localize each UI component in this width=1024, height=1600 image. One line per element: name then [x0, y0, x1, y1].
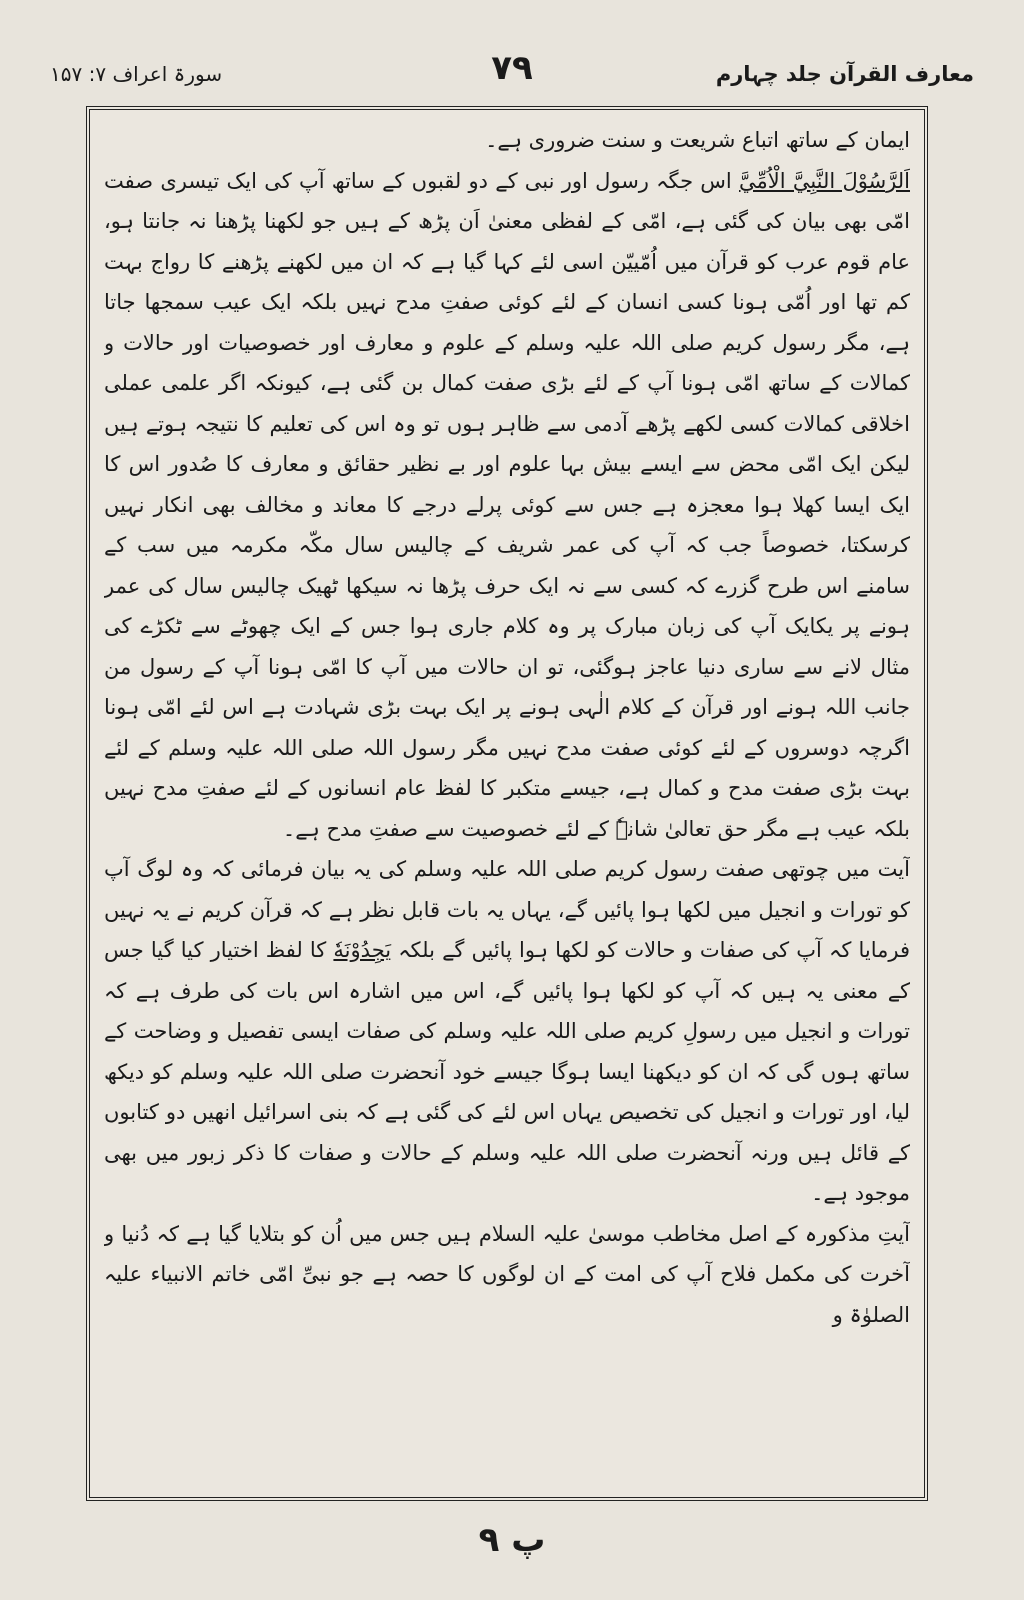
paragraph-3 — [104, 849, 910, 1214]
arabic-word-yajidunahu: يَجِدُوْنَهٗ — [333, 938, 392, 962]
book-title: معارف القرآن جلد چہارم — [715, 62, 974, 86]
paragraph-2-text: اس جگہ رسول اور نبی کے دو لقبوں کے ساتھ آپ کی ایک تیسری صفت امّی بھی بیان کی گئی ہے، امّی کے لفظی معنیٰ اَن پڑھ کے ہیں جو لکھنا پڑھنا نہ جانتا ہو، عام قوم عرب کو قرآن میں اُمّییّن اسی لئے کہا گیا ہے کہ ان میں لکھنے پڑھنے کا رواج بہت کم تھا اور اُمّی ہونا کسی انسان کے لئے کوئی صفتِ مدح نہیں بلکہ ایک عیب سمجھا جاتا ہے، مگر رسول کریم صلی اللہ علیہ وسلم کے علوم و معارف اور خصوصیات اور حالات و کمالات کے ساتھ امّی ہونا آپ کے لئے بڑی صفت کمال بن گئی ہے، کیونکہ اگر علمی عملی اخلاقی کمالات کسی لکھے پڑھے آدمی سے ظاہر ہوں تو وہ اس کی تعلیم کا نتیجہ ہوتے ہیں لیکن ایک امّی محض سے ایسے بیش بہا علوم اور بے نظیر حقائق و معارف کا صُدور اس کا ایک ایسا کھلا ہوا معجزہ ہے جس سے کوئی پرلے درجے کا معاند و مخالف بھی انکار نہیں کرسکتا، خصوصاً جب کہ آپ کی عمر شریف کے چالیس سال مکّہ مکرمہ میں سب کے سامنے اس طرح گزرے کہ کسی سے نہ ایک حرف پڑھا نہ سیکھا ٹھیک چالیس سال کی عمر ہونے پر یکایک آپ کی زبان مبارک پر وہ کلام جاری ہوا جس کے ایک چھوٹے سے ٹکڑے کی مثال لانے سے ساری دنیا عاجز ہوگئی، تو ان حالات میں آپ کا امّی ہونا آپ کے رسول من جانب اللہ ہونے اور قرآن کے کلام الٰہی ہونے پر ایک بہت بڑی شہادت ہے اس لئے امّی ہونا اگرچہ دوسروں کے لئے کوئی صفت مدح نہیں مگر رسول اللہ صلی اللہ علیہ وسلم کے لئے بہت بڑی صفت مدح و کمال ہے، جیسے متکبر کا لفظ عام انسانوں کے لئے صفتِ مدح نہیں بلکہ عیب ہے مگر حق تعالیٰ شانہٗ کے لئے خصوصیت سے صفتِ مدح ہے۔ — [104, 168, 910, 841]
page-body — [104, 120, 910, 1489]
paragraph-4: آیتِ مذکورہ کے اصل مخاطب موسیٰ علیہ السلام ہیں جس میں اُن کو بتلایا گیا ہے کہ دُنیا و آخرت کی مکمل فلاح آپ کی امت کے ان لوگوں کا حصہ ہے جو نبیِّ امّی خاتم الانبیاء علیہ الصلوٰۃ و — [104, 1221, 910, 1327]
paragraph-3-text-a: آیت میں چوتھی صفت رسول کریم صلی اللہ علیہ وسلم کی یہ بیان فرمائی کہ وہ لوگ آپ کو تورات و انجیل میں لکھا ہوا پائیں گے، یہاں یہ بات قابل نظر ہے کہ قرآن کریم نے یہ نہیں فرمایا کہ آپ کی صفات و حالات کو لکھا ہوا پائیں گے بلکہ — [104, 857, 910, 962]
page-number: ۷۹ — [491, 48, 533, 88]
signature-mark: ۹ پ — [478, 1520, 546, 1560]
arabic-phrase-ummi: اَلرَّسُوْلَ النَّبِيَّ الْاُمِّيَّ — [739, 168, 910, 193]
surah-reference: سورۃ اعراف ۷: ۱۵۷ — [50, 62, 223, 86]
text-frame — [86, 106, 928, 1501]
paragraph-1: ایمان کے ساتھ اتباع شریعت و سنت ضروری ہے۔ — [485, 128, 910, 152]
page-header — [30, 48, 994, 96]
paragraph-3-text-b: کا لفظ اختیار کیا گیا جس کے معنی یہ ہیں کہ آپ کو لکھا ہوا پائیں گے، اس میں اشارہ اس بات کی طرف ہے کہ تورات و انجیل میں رسولِ کریم صلی اللہ علیہ وسلم کی صفات ایسی تفصیل و وضاحت کے ساتھ ہوں گی کہ ان کو دیکھنا ایسا ہوگا جیسے خود آنحضرت صلی اللہ علیہ وسلم کو دیکھ لیا، اور تورات و انجیل کی تخصیص یہاں اس لئے کی گئی ہے کہ بنی اسرائیل انھیں دو کتابوں کے قائل ہیں ورنہ آنحضرت صلی اللہ علیہ وسلم کے حالات و صفات کا ذکر زبور میں بھی موجود ہے۔ — [104, 938, 910, 1205]
paragraph-2 — [104, 161, 910, 850]
